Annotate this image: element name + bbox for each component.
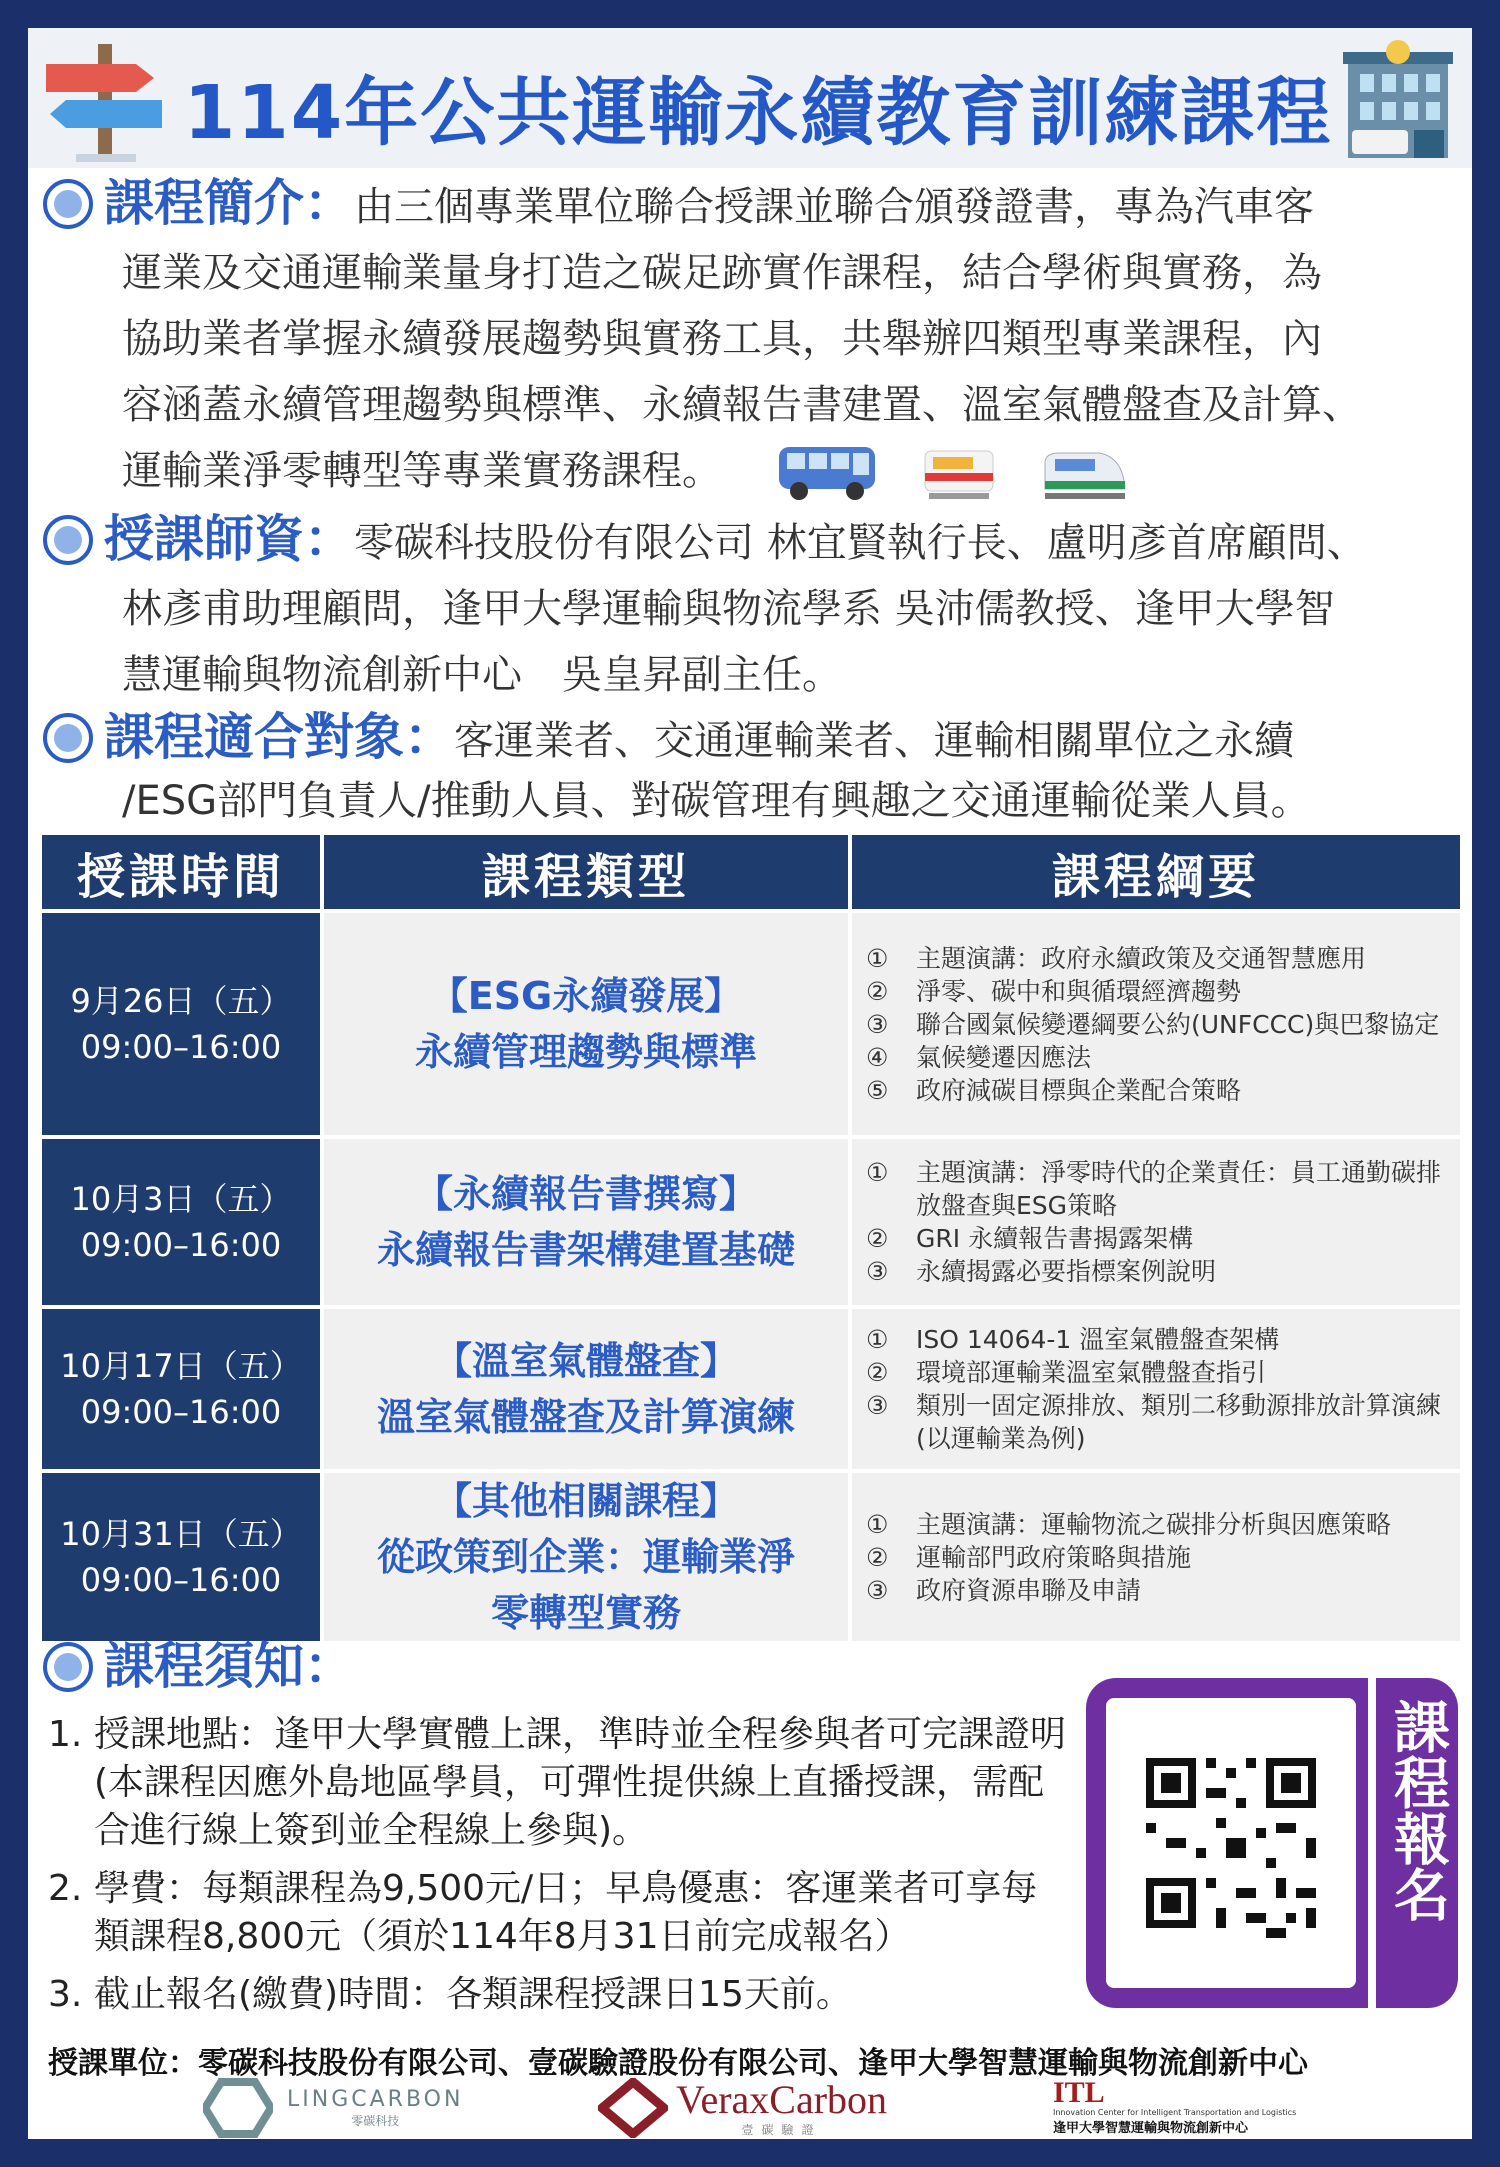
intro-line: 協助業者掌握永續發展趨勢與實務工具，共舉辦四類型專業課程，內 bbox=[122, 316, 1322, 362]
notice-num: 2. bbox=[48, 1868, 83, 1909]
course-time: 09:00–16:00 bbox=[80, 1561, 282, 1599]
table-row bbox=[42, 1473, 1460, 1641]
outline-item: 政府資源串聯及申請 bbox=[916, 1575, 1142, 1605]
outline-item: 環境部運輸業溫室氣體盤查指引 bbox=[916, 1358, 1267, 1387]
logo-strip bbox=[28, 2078, 1472, 2138]
outline-num: ① bbox=[866, 943, 889, 973]
notice-num: 1. bbox=[48, 1714, 83, 1755]
signpost-icon bbox=[36, 34, 176, 164]
notice-num: 3. bbox=[48, 1974, 83, 2015]
course-date: 10月31日（五） bbox=[60, 1515, 302, 1553]
outline-num: ③ bbox=[866, 1257, 889, 1286]
circle-bullet-icon bbox=[42, 1641, 94, 1693]
notice-item bbox=[48, 1971, 1072, 2019]
audience-section bbox=[42, 704, 1462, 834]
course-category: 【ESG永續發展】 bbox=[429, 974, 743, 1018]
audience-line: /ESG部門負責人/推動人員、對碳管理有興趣之交通運輸從業人員。 bbox=[122, 778, 1311, 824]
outline-item: ISO 14064-1 溫室氣體盤查架構 bbox=[916, 1325, 1280, 1354]
course-title: 零轉型實務 bbox=[490, 1591, 681, 1635]
instructors-line: 慧運輸與物流創新中心 吳皇昇副主任。 bbox=[122, 652, 842, 698]
outline-num: ⑤ bbox=[866, 1075, 889, 1105]
outline-item: 運輸部門政府策略與措施 bbox=[916, 1542, 1192, 1572]
notice-item bbox=[48, 1711, 1072, 1855]
circle-bullet-icon bbox=[42, 514, 94, 566]
organizers-text: 授課單位：零碳科技股份有限公司、壹碳驗證股份有限公司、逢甲大學智慧運輸與物流創新中心 bbox=[48, 2046, 1308, 2081]
itl-name: ITL bbox=[1053, 2076, 1105, 2109]
notice-item bbox=[48, 1865, 1072, 1961]
outline-num: ③ bbox=[866, 1391, 889, 1420]
itl-logo bbox=[1053, 2078, 1313, 2136]
lingcarbon-name: LINGCARBON bbox=[287, 2087, 464, 2112]
course-date-cell bbox=[42, 1473, 320, 1641]
signup-qr-box[interactable] bbox=[1086, 1678, 1458, 2008]
circle-bullet-icon bbox=[42, 178, 94, 230]
circle-bullet-icon bbox=[42, 712, 94, 764]
course-date-cell bbox=[42, 1139, 320, 1305]
intro-line: 運業及交通運輸業量身打造之碳足跡實作課程，結合學術與實務，為 bbox=[122, 250, 1322, 296]
itl-sub-en: Innovation Center for Intelligent Transportation and Logistics bbox=[1053, 2108, 1297, 2117]
table-row bbox=[42, 913, 1460, 1135]
outline-item: 政府減碳目標與企業配合策略 bbox=[916, 1075, 1242, 1105]
notice-text: 授課地點：逢甲大學實體上課，準時並全程參與者可完課證明(本課程因應外島地區學員，可彈性提供線上直播授課，需配合進行線上簽到並全程線上參與)。 bbox=[94, 1714, 1067, 1851]
outline-num: ③ bbox=[866, 1009, 889, 1039]
intro-line: 由三個專業單位聯合授課並聯合頒發證書，專為汽車客 bbox=[354, 184, 1314, 230]
instructors-label: 授課師資： bbox=[104, 510, 354, 568]
table-row bbox=[42, 1139, 1460, 1305]
bus-icon bbox=[775, 443, 879, 503]
outline-item: 主題演講：淨零時代的企業責任：員工通勤碳排放盤查與ESG策略 bbox=[916, 1158, 1442, 1220]
outline-num: ③ bbox=[866, 1575, 889, 1605]
outline-item: 氣候變遷因應法 bbox=[916, 1042, 1092, 1072]
course-date-cell bbox=[42, 913, 320, 1135]
course-outline-cell bbox=[852, 1139, 1460, 1305]
intro-line: 運輸業淨零轉型等專業實務課程。 bbox=[122, 448, 722, 494]
outline-num: ① bbox=[866, 1158, 889, 1187]
high-speed-rail-icon bbox=[1039, 443, 1129, 503]
course-category: 【永續報告書撰寫】 bbox=[414, 1172, 757, 1216]
train-icon bbox=[919, 443, 999, 503]
table-header-row bbox=[42, 835, 1460, 909]
outline-num: ② bbox=[866, 1542, 889, 1572]
veraxcarbon-sub: 壹碳驗證 bbox=[741, 2122, 822, 2137]
hexagon-logo-icon bbox=[203, 2078, 273, 2138]
course-type-cell bbox=[324, 913, 848, 1135]
lingcarbon-sub: 零碳科技 bbox=[351, 2114, 400, 2128]
outline-item: 聯合國氣候變遷綱要公約(UNFCCC)與巴黎協定 bbox=[916, 1009, 1440, 1039]
course-type-cell bbox=[324, 1139, 848, 1305]
header-outline: 課程綱要 bbox=[852, 835, 1460, 909]
instructors-section bbox=[42, 506, 1462, 708]
course-date-cell bbox=[42, 1309, 320, 1469]
outline-item: 淨零、碳中和與循環經濟趨勢 bbox=[916, 976, 1242, 1006]
course-time: 09:00–16:00 bbox=[80, 1028, 282, 1066]
outline-item: 主題演講：運輸物流之碳排分析與因應策略 bbox=[916, 1509, 1392, 1539]
course-outline-cell bbox=[852, 913, 1460, 1135]
qr-code[interactable] bbox=[1106, 1698, 1356, 1988]
audience-label: 課程適合對象： bbox=[104, 708, 454, 766]
course-outline-cell bbox=[852, 1309, 1460, 1469]
course-category: 【其他相關課程】 bbox=[433, 1479, 738, 1523]
poster bbox=[28, 28, 1472, 2139]
intro-section bbox=[42, 170, 1462, 504]
qr-code-icon bbox=[1106, 1698, 1356, 1988]
intro-label: 課程簡介： bbox=[104, 174, 354, 232]
course-table bbox=[38, 831, 1464, 1645]
outline-num: ④ bbox=[866, 1042, 889, 1072]
veraxcarbon-name: VeraxCarbon bbox=[676, 2076, 888, 2122]
outline-item: 永續揭露必要指標案例說明 bbox=[916, 1257, 1217, 1286]
veraxcarbon-logo bbox=[598, 2078, 887, 2138]
notice-text: 截止報名(繳費)時間：各類課程授課日15天前。 bbox=[94, 1974, 852, 2015]
outline-num: ① bbox=[866, 1325, 889, 1354]
table-row bbox=[42, 1309, 1460, 1469]
course-date: 10月17日（五） bbox=[60, 1347, 302, 1385]
diamond-logo-icon bbox=[598, 2078, 668, 2138]
notice-text: 學費：每類課程為9,500元/日；早鳥優惠：客運業者可享每類課程8,800元（須於114年8月31日前完成報名） bbox=[94, 1868, 1038, 1957]
header-type: 課程類型 bbox=[324, 835, 848, 909]
notice-section bbox=[42, 1633, 1072, 2029]
course-type-cell bbox=[324, 1309, 848, 1469]
signup-label[interactable] bbox=[1381, 1698, 1453, 1922]
course-date: 10月3日（五） bbox=[70, 1180, 292, 1218]
header-time: 授課時間 bbox=[42, 835, 320, 909]
outline-num: ② bbox=[866, 1358, 889, 1387]
course-time: 09:00–16:00 bbox=[80, 1226, 282, 1264]
outline-num: ② bbox=[866, 976, 889, 1006]
notice-label: 課程須知： bbox=[104, 1637, 354, 1695]
lingcarbon-logo bbox=[203, 2078, 463, 2138]
outline-item: 類別一固定源排放、類別二移動源排放計算演練(以運輸業為例) bbox=[916, 1391, 1442, 1453]
page-title: 114年公共運輸永續教育訓練課程 bbox=[183, 70, 1333, 156]
course-type-cell bbox=[324, 1473, 848, 1641]
signup-text: 課程報名 bbox=[1385, 1698, 1450, 1922]
course-title: 永續報告書架構建置基礎 bbox=[376, 1228, 795, 1272]
outline-num: ① bbox=[866, 1509, 889, 1539]
instructors-line: 林彥甫助理顧問，逢甲大學運輸與物流學系 吳沛儒教授、逢甲大學智 bbox=[122, 586, 1335, 632]
course-category: 【溫室氣體盤查】 bbox=[433, 1339, 738, 1383]
course-date: 9月26日（五） bbox=[70, 982, 292, 1020]
instructors-line: 零碳科技股份有限公司 林宜賢執行長、盧明彥首席顧問、 bbox=[354, 520, 1367, 566]
itl-sub-zh: 逢甲大學智慧運輸與物流創新中心 bbox=[1053, 2121, 1249, 2136]
course-outline-cell bbox=[852, 1473, 1460, 1641]
course-title: 溫室氣體盤查及計算演練 bbox=[376, 1395, 795, 1439]
course-title: 從政策到企業：運輸業淨 bbox=[376, 1535, 795, 1579]
title-bar bbox=[28, 28, 1472, 168]
intro-line: 容涵蓋永續管理趨勢與標準、永續報告書建置、溫室氣體盤查及計算、 bbox=[122, 382, 1362, 428]
outline-num: ② bbox=[866, 1224, 889, 1253]
outline-item: 主題演講：政府永續政策及交通智慧應用 bbox=[916, 943, 1367, 973]
qr-divider bbox=[1368, 1678, 1376, 2008]
course-title: 永續管理趨勢與標準 bbox=[414, 1030, 757, 1074]
audience-line: 客運業者、交通運輸業者、運輸相關單位之永續 bbox=[454, 718, 1294, 764]
station-building-icon bbox=[1338, 38, 1458, 163]
course-time: 09:00–16:00 bbox=[80, 1393, 282, 1431]
outline-item: GRI 永續報告書揭露架構 bbox=[916, 1224, 1194, 1253]
